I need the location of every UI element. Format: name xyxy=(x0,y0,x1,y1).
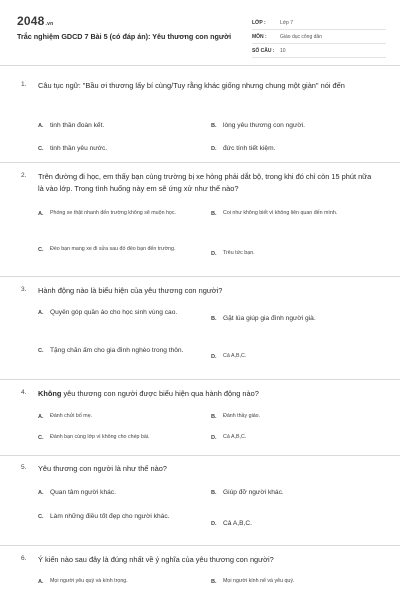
meta-row-class xyxy=(252,16,386,30)
divider xyxy=(0,455,400,456)
option-d[interactable] xyxy=(211,518,252,529)
option-d[interactable] xyxy=(211,433,246,442)
quiz-meta xyxy=(252,16,386,58)
question-emphasis: Không xyxy=(38,389,62,398)
option-a[interactable] xyxy=(38,487,116,498)
option-b[interactable] xyxy=(211,209,381,218)
meta-label: LỚP : xyxy=(252,19,266,26)
option-d[interactable] xyxy=(211,143,275,154)
option-b[interactable] xyxy=(211,577,295,586)
option-text: Đánh bạn cùng lớp vì không cho chép bài. xyxy=(50,434,150,440)
option-text: Làm những điều tốt đẹp cho người khác. xyxy=(50,513,170,520)
meta-row-subject xyxy=(252,30,386,44)
option-letter: B. xyxy=(211,210,217,217)
option-letter: A. xyxy=(38,122,44,129)
option-text: đức tính tiết kiệm. xyxy=(223,145,276,152)
option-letter: A. xyxy=(38,489,44,496)
divider xyxy=(0,162,400,163)
option-letter: D. xyxy=(211,353,217,360)
question-number: 1. xyxy=(21,81,27,88)
option-text: Quyên góp quần áo cho học sinh vùng cao. xyxy=(50,309,178,316)
question-text: Câu tục ngữ: "Bầu ơi thương lấy bí cùng/Tuy rằng khác giống nhưng chung một giàn" nói đến xyxy=(38,81,345,90)
option-b[interactable] xyxy=(211,487,284,498)
divider xyxy=(0,545,400,546)
option-c[interactable] xyxy=(38,511,208,522)
question-text: Yêu thương con người là như thế nào? xyxy=(38,464,167,473)
option-letter: C. xyxy=(38,347,44,354)
option-letter: C. xyxy=(38,513,44,520)
site-logo[interactable]: 2048.vn xyxy=(17,14,54,28)
option-c[interactable] xyxy=(38,433,149,442)
option-letter: B. xyxy=(211,315,217,322)
option-letter: B. xyxy=(211,122,217,129)
meta-value: Lớp 7 xyxy=(280,19,294,26)
option-text: Quan tâm người khác. xyxy=(50,489,116,496)
meta-label: SỐ CÂU : xyxy=(252,47,275,54)
option-text: Phóng xe thật nhanh đến trường không sẽ muộn học. xyxy=(50,210,176,216)
option-letter: A. xyxy=(38,210,44,217)
option-text: tinh thần đoàn kết. xyxy=(50,122,105,129)
question-number: 2. xyxy=(21,172,27,179)
option-c[interactable] xyxy=(38,245,208,254)
page-header xyxy=(0,0,400,66)
option-text: Gặt lúa giúp gia đình người già. xyxy=(223,315,316,322)
option-text: tinh thần yêu nước. xyxy=(50,145,108,152)
meta-label: MÔN : xyxy=(252,33,267,40)
option-b[interactable] xyxy=(211,412,260,421)
question-text: Không yêu thương con người được biểu hiện qua hành động nào? xyxy=(38,389,259,398)
divider xyxy=(0,276,400,277)
option-a[interactable] xyxy=(38,209,208,218)
option-b[interactable] xyxy=(211,120,305,131)
option-letter: B. xyxy=(211,578,217,585)
option-text: Tặng chăn ấm cho gia đình nghèo trong thôn. xyxy=(50,347,184,354)
option-text: Mọi người yêu quý và kính trọng. xyxy=(50,578,128,584)
option-text: Đánh chửi bố mẹ. xyxy=(50,413,93,419)
option-text: Trêu tức bạn. xyxy=(223,250,255,256)
option-d[interactable] xyxy=(211,249,255,258)
question-number: 5. xyxy=(21,464,27,471)
question-number: 4. xyxy=(21,389,27,396)
quiz-title: Trắc nghiệm GDCD 7 Bài 5 (có đáp án): Yêu thương con người xyxy=(17,32,232,41)
option-text: Cả A,B,C. xyxy=(223,434,247,440)
option-letter: B. xyxy=(211,489,217,496)
option-letter: D. xyxy=(211,250,217,257)
option-a[interactable] xyxy=(38,120,104,131)
meta-value: 10 xyxy=(280,47,286,54)
question-text: Trên đường đi học, em thấy bạn cùng trường bị xe hỏng phải dắt bộ, trong khi đó chỉ còn 15 phút nữa là vào lớp. Trong tình huống này em sẽ ứng xử như thế nào? xyxy=(38,172,372,193)
option-c[interactable] xyxy=(38,345,208,356)
option-text: Đèo bạn mang xe đi sửa sau đó đèo bạn đến trường. xyxy=(50,246,176,252)
option-b[interactable] xyxy=(211,313,316,324)
meta-value: Giáo dục công dân xyxy=(280,33,322,40)
option-a[interactable] xyxy=(38,412,92,421)
option-c[interactable] xyxy=(38,143,107,154)
option-letter: C. xyxy=(38,145,44,152)
option-text: Coi như không biết vì không liên quan đến mình. xyxy=(223,210,338,216)
option-letter: D. xyxy=(211,520,217,527)
option-text: Cả A,B,C. xyxy=(223,520,252,527)
option-letter: C. xyxy=(38,434,44,441)
option-letter: A. xyxy=(38,413,44,420)
option-letter: A. xyxy=(38,309,44,316)
option-text: Giúp đỡ người khác. xyxy=(223,489,284,496)
option-letter: C. xyxy=(38,246,44,253)
option-letter: B. xyxy=(211,413,217,420)
logo-tld: .vn xyxy=(45,21,54,27)
question-number: 6. xyxy=(21,555,27,562)
option-text: Mọi người kính nể và yêu quý. xyxy=(223,578,295,584)
option-d[interactable] xyxy=(211,352,246,361)
option-letter: D. xyxy=(211,145,217,152)
option-a[interactable] xyxy=(38,307,208,318)
meta-row-count xyxy=(252,44,386,58)
question-number: 3. xyxy=(21,286,27,293)
divider xyxy=(0,379,400,380)
option-text: Cả A,B,C. xyxy=(223,353,247,359)
option-letter: A. xyxy=(38,578,44,585)
question-text: Ý kiến nào sau đây là đúng nhất về ý nghĩa của yêu thương con người? xyxy=(38,555,274,564)
question-text: Hành động nào là biểu hiện của yêu thương con người? xyxy=(38,286,223,295)
option-text: Đánh thầy giáo. xyxy=(223,413,261,419)
option-a[interactable] xyxy=(38,577,128,586)
option-letter: D. xyxy=(211,434,217,441)
option-text: lòng yêu thương con người. xyxy=(223,122,305,129)
